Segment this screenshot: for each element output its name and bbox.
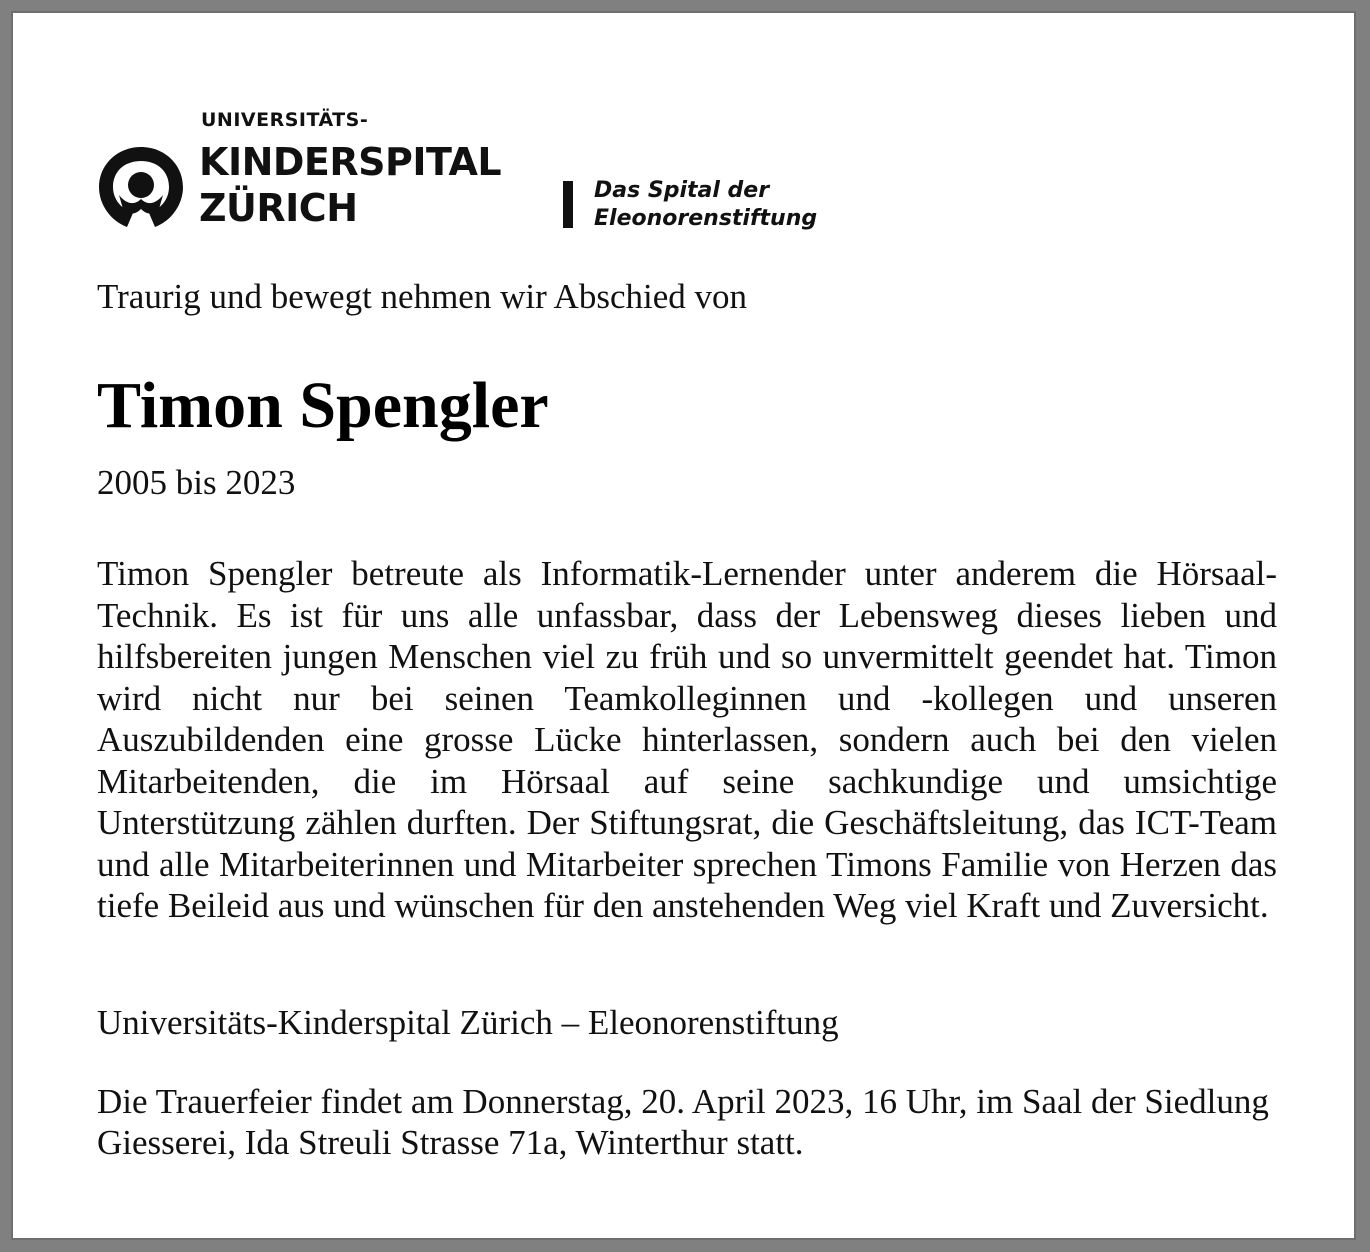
logo-tagline-line-2: Eleonorenstiftung xyxy=(594,206,818,231)
life-years: 2005 bis 2023 xyxy=(97,463,296,502)
logo-line-small: UNIVERSITÄTS- xyxy=(201,109,369,131)
logo-tagline-line-1: Das Spital der xyxy=(594,178,770,203)
obituary-notice xyxy=(11,11,1356,1240)
hospital-logo xyxy=(97,99,857,249)
logo-line-kinderspital: KINDERSPITAL xyxy=(199,140,502,184)
logo-tagline xyxy=(594,177,817,233)
intro-text: Traurig und bewegt nehmen wir Abschied von xyxy=(97,277,747,316)
logo-line-zurich: ZÜRICH xyxy=(199,186,358,230)
logo-divider-bar xyxy=(563,181,573,228)
kinderspital-emblem-icon xyxy=(97,143,185,229)
organization-signature: Universitäts-Kinderspital Zürich – Eleonorenstiftung xyxy=(97,1003,839,1042)
funeral-service-info: Die Trauerfeier findet am Donnerstag, 20. April 2023, 16 Uhr, im Saal der Siedlung Giesserei, Ida Streuli Strasse 71a, Winterthur statt. xyxy=(97,1082,1269,1162)
deceased-name: Timon Spengler xyxy=(97,369,549,442)
tribute-paragraph: Timon Spengler betreute als Informatik-Lernender unter anderem die Hörsaal-Technik. Es ist für uns alle unfassbar, dass der Lebensweg dieses lieben und hilfsbereiten jungen Menschen viel zu früh und so unvermittelt geendet hat. Timon wird nicht nur bei seinen Teamkolleginnen und -kollegen und unseren Auszubildenden eine grosse Lücke hinterlassen, sondern auch bei den vielen Mitarbeitenden, die im Hörsaal auf seine sachkundige und umsichtige Unterstützung zählen durften. Der Stiftungsrat, die Geschäftsleitung, das ICT-Team und alle Mitarbeiterinnen und Mitarbeiter sprechen Timons Familie von Herzen das tiefe Beileid aus und wünschen für den anstehenden Weg viel Kraft und Zuversicht. xyxy=(97,554,1277,925)
